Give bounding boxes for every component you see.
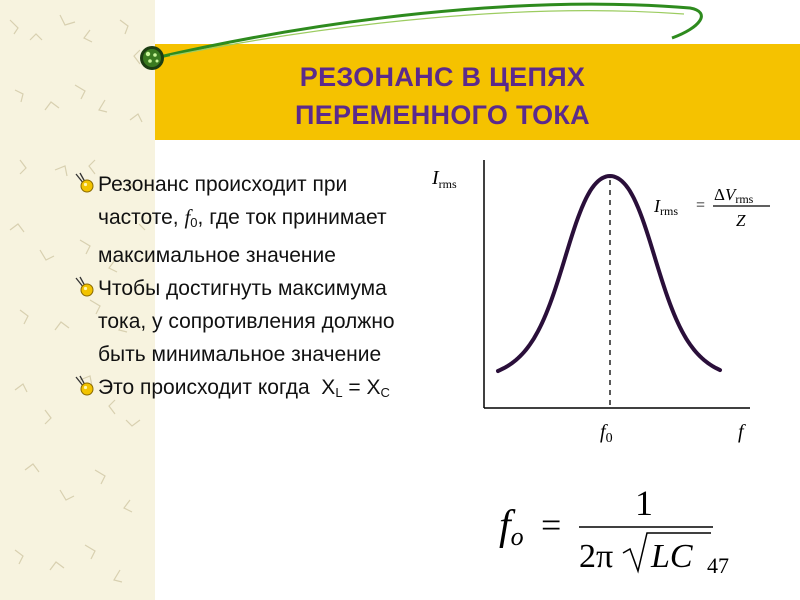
y-axis-label: $I_{rms}$ [432, 167, 457, 191]
svg-text:Irms: Irms [654, 196, 678, 218]
xl-subscript: L [335, 385, 343, 400]
svg-text:ΔVrms: ΔVrms [714, 185, 754, 206]
bullet-2-line-2: тока, у сопротивления должно [98, 310, 395, 333]
xc-symbol: X [366, 376, 381, 399]
x-axis-label: f [738, 421, 744, 443]
bullet-3-text: Это происходит когда [98, 376, 310, 399]
xl-symbol: X [321, 376, 336, 399]
bullet-1-line-1: Резонанс происходит при [98, 173, 348, 196]
frequency-subscript: 0 [190, 215, 198, 230]
formula-equals: = [541, 505, 562, 545]
resonance-formula [495, 475, 765, 585]
f0-label: $f_0$ [600, 421, 613, 446]
svg-text:=: = [696, 197, 706, 214]
svg-text:Z: Z [736, 211, 746, 230]
bullet-1-line-3: максимальное значение [98, 244, 336, 267]
formula-two-pi: 2π [579, 538, 614, 575]
bullet-item-2 [74, 272, 474, 371]
resonance-graph [420, 150, 780, 450]
bullet-item-1 [74, 168, 474, 272]
resonance-curve [498, 176, 720, 371]
equals-sign: = [342, 376, 367, 399]
formula-numerator: 1 [635, 483, 653, 523]
formula-lc: LC [651, 538, 693, 575]
slide-title [155, 58, 730, 134]
bullet-1-line-2-after: , где ток принимает [197, 206, 387, 229]
page-number: 47 [707, 553, 729, 578]
title-line-2: ПЕРЕМЕННОГО ТОКА [295, 100, 590, 130]
bullet-bulb-icon [74, 172, 96, 194]
bullet-1-line-2-before: частоте, [98, 206, 185, 229]
bullet-2-line-1: Чтобы достигнуть максимума [98, 277, 387, 300]
bullet-bulb-icon [74, 375, 96, 397]
bullet-list [74, 168, 474, 409]
current-equation [653, 185, 770, 230]
bullet-2-line-3: быть минимальное значение [98, 343, 382, 366]
bullet-item-3 [74, 371, 474, 409]
formula-lhs: fo [499, 503, 524, 551]
xc-subscript: C [380, 385, 390, 400]
bullet-bulb-icon [74, 276, 96, 298]
title-line-1: РЕЗОНАНС В ЦЕПЯХ [299, 62, 586, 92]
frequency-symbol: f [184, 205, 191, 229]
